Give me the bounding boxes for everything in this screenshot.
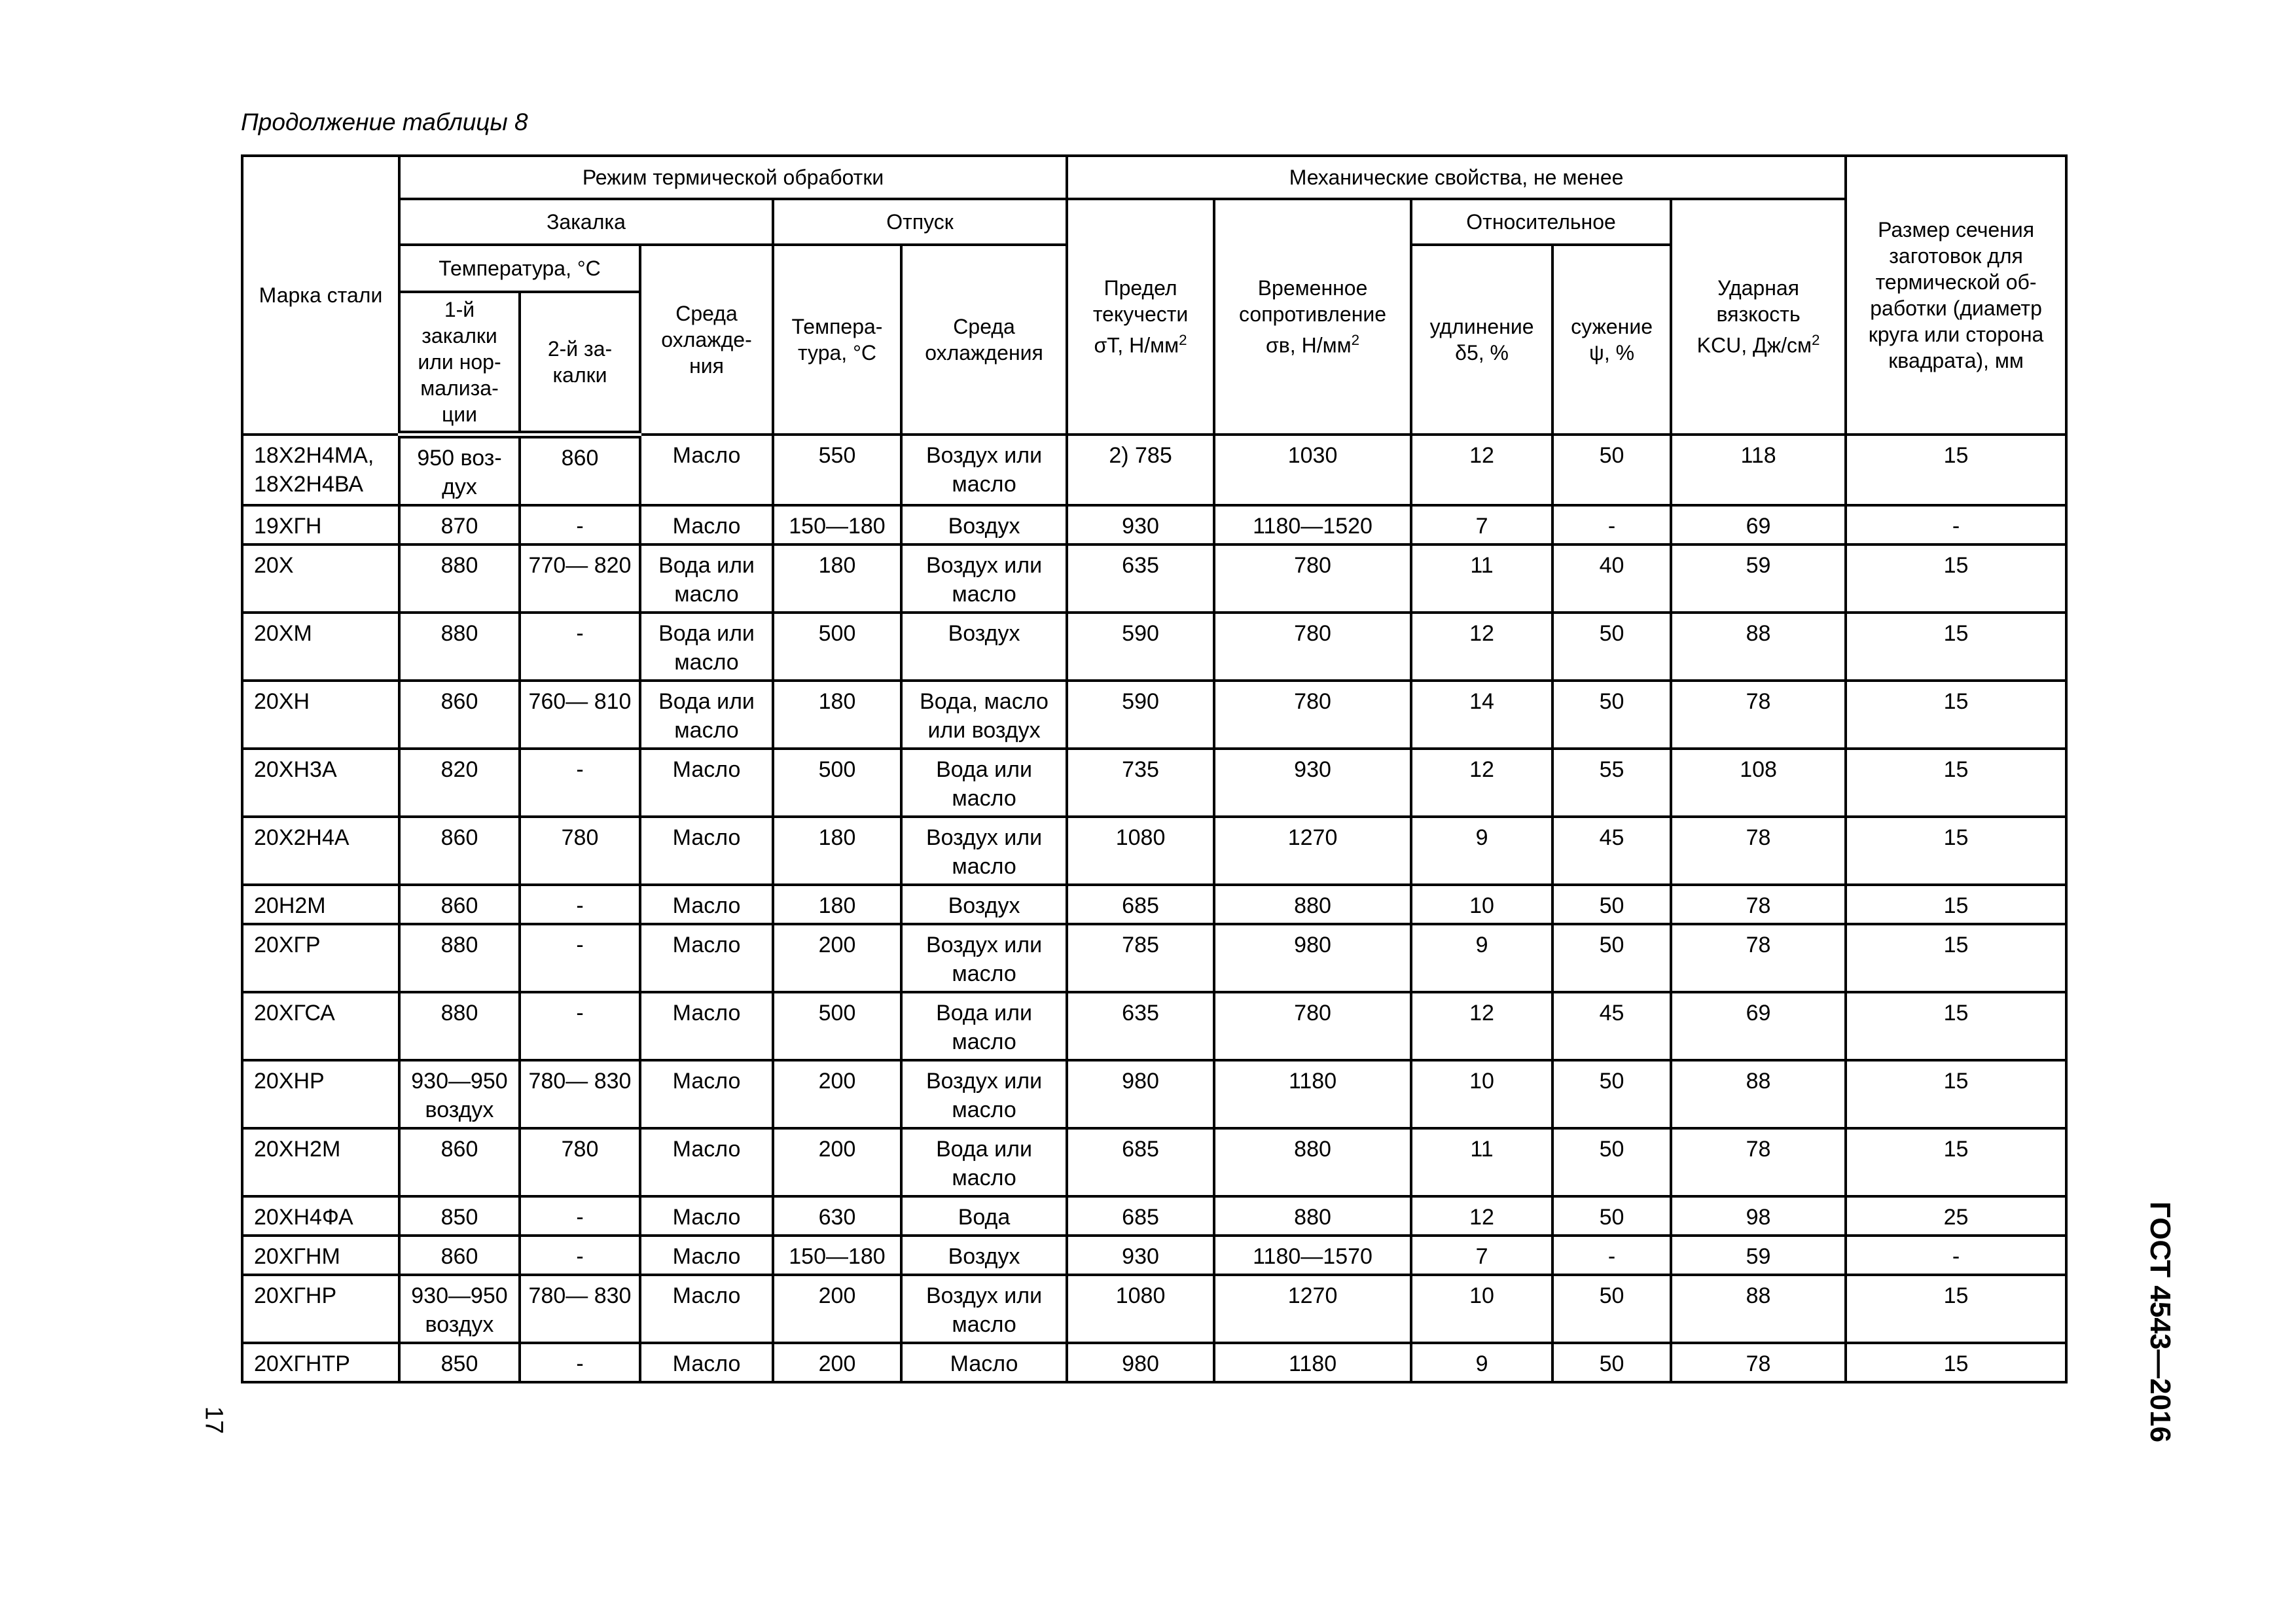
cell-second-quench: - xyxy=(520,924,640,992)
cell-yield: 930 xyxy=(1067,1236,1214,1275)
table-body xyxy=(242,435,2066,1382)
cell-size: 25 xyxy=(1846,1196,2066,1236)
cell-grade: 18Х2Н4МА, 18Х2Н4ВА xyxy=(242,435,399,505)
cell-temper-medium: Воздух или масло xyxy=(901,435,1067,505)
table-row xyxy=(242,885,2066,924)
cell-size: 15 xyxy=(1846,1275,2066,1343)
cell-temper-medium: Воздух xyxy=(901,1236,1067,1275)
cell-temper-temp: 500 xyxy=(773,992,901,1060)
cell-uts: 780 xyxy=(1214,613,1411,681)
cell-grade: 20Н2М xyxy=(242,885,399,924)
cell-second-quench: - xyxy=(520,749,640,817)
cell-impact: 78 xyxy=(1671,924,1846,992)
cell-second-quench: - xyxy=(520,505,640,544)
header-elongation: удлинение δ5, % xyxy=(1411,245,1552,435)
cell-first-quench: 930—950 воздух xyxy=(399,1275,520,1343)
cell-narrowing: 50 xyxy=(1552,1060,1671,1128)
header-quench-medium: Среда охлажде-ния xyxy=(640,245,773,435)
cell-second-quench: - xyxy=(520,1236,640,1275)
header-heat-mode: Режим термической обработки xyxy=(399,156,1067,199)
cell-quench-medium: Масло xyxy=(640,1343,773,1382)
cell-first-quench: 850 xyxy=(399,1196,520,1236)
cell-temper-temp: 180 xyxy=(773,885,901,924)
cell-size: 15 xyxy=(1846,749,2066,817)
cell-uts: 780 xyxy=(1214,544,1411,613)
cell-uts: 1030 xyxy=(1214,435,1411,505)
cell-quench-medium: Масло xyxy=(640,435,773,505)
cell-quench-medium: Вода или масло xyxy=(640,681,773,749)
cell-first-quench: 950 воз-дух xyxy=(399,435,520,505)
cell-grade: 20ХГСА xyxy=(242,992,399,1060)
cell-uts: 1180 xyxy=(1214,1060,1411,1128)
table-row xyxy=(242,1128,2066,1196)
cell-second-quench: - xyxy=(520,992,640,1060)
header-mechanical: Механические свойства, не менее xyxy=(1067,156,1846,199)
cell-impact: 118 xyxy=(1671,435,1846,505)
cell-first-quench: 870 xyxy=(399,505,520,544)
cell-first-quench: 880 xyxy=(399,992,520,1060)
header-first-quench: 1-й закалки или нор-мализа-ции xyxy=(399,292,520,435)
cell-uts: 880 xyxy=(1214,885,1411,924)
table-row xyxy=(242,1275,2066,1343)
table-row xyxy=(242,1343,2066,1382)
header-temper-medium: Среда охлаждения xyxy=(901,245,1067,435)
cell-second-quench: - xyxy=(520,613,640,681)
cell-yield: 635 xyxy=(1067,544,1214,613)
cell-temper-temp: 180 xyxy=(773,681,901,749)
header-temper-temp: Темпера-тура, °С xyxy=(773,245,901,435)
cell-narrowing: 40 xyxy=(1552,544,1671,613)
cell-temper-temp: 180 xyxy=(773,544,901,613)
cell-first-quench: 860 xyxy=(399,885,520,924)
header-narrowing: сужение ψ, % xyxy=(1552,245,1671,435)
cell-temper-temp: 150—180 xyxy=(773,1236,901,1275)
header-relative: Относительное xyxy=(1411,199,1671,245)
cell-yield: 735 xyxy=(1067,749,1214,817)
cell-temper-temp: 200 xyxy=(773,1343,901,1382)
cell-yield: 930 xyxy=(1067,505,1214,544)
cell-yield: 635 xyxy=(1067,992,1214,1060)
cell-yield: 590 xyxy=(1067,681,1214,749)
cell-quench-medium: Масло xyxy=(640,1275,773,1343)
table-row xyxy=(242,544,2066,613)
table-row xyxy=(242,1196,2066,1236)
cell-narrowing: 50 xyxy=(1552,435,1671,505)
cell-narrowing: 50 xyxy=(1552,1128,1671,1196)
cell-narrowing: 45 xyxy=(1552,817,1671,885)
cell-size: 15 xyxy=(1846,817,2066,885)
table-row xyxy=(242,1060,2066,1128)
cell-yield: 590 xyxy=(1067,613,1214,681)
cell-quench-medium: Масло xyxy=(640,1060,773,1128)
cell-uts: 780 xyxy=(1214,992,1411,1060)
header-temper: Отпуск xyxy=(773,199,1067,245)
cell-impact: 78 xyxy=(1671,1343,1846,1382)
cell-grade: 20ХН xyxy=(242,681,399,749)
cell-narrowing: 50 xyxy=(1552,1196,1671,1236)
cell-first-quench: 880 xyxy=(399,544,520,613)
cell-grade: 19ХГН xyxy=(242,505,399,544)
cell-size: 15 xyxy=(1846,885,2066,924)
cell-temper-medium: Воздух xyxy=(901,885,1067,924)
cell-quench-medium: Масло xyxy=(640,1196,773,1236)
header-grade: Марка стали xyxy=(242,156,399,435)
cell-elongation: 7 xyxy=(1411,1236,1552,1275)
cell-quench-medium: Масло xyxy=(640,924,773,992)
cell-temper-temp: 550 xyxy=(773,435,901,505)
cell-impact: 88 xyxy=(1671,1275,1846,1343)
header-uts: Временное сопротивление σв, $Н/мм^2$ xyxy=(1214,199,1411,435)
cell-impact: 88 xyxy=(1671,1060,1846,1128)
cell-narrowing: 55 xyxy=(1552,749,1671,817)
cell-second-quench: - xyxy=(520,1343,640,1382)
table-row xyxy=(242,435,2066,505)
cell-uts: 880 xyxy=(1214,1128,1411,1196)
cell-temper-medium: Воздух xyxy=(901,505,1067,544)
cell-narrowing: 45 xyxy=(1552,992,1671,1060)
cell-impact: 78 xyxy=(1671,681,1846,749)
cell-uts: 930 xyxy=(1214,749,1411,817)
cell-impact: 78 xyxy=(1671,817,1846,885)
cell-grade: 20ХН2М xyxy=(242,1128,399,1196)
cell-size: 15 xyxy=(1846,1128,2066,1196)
cell-uts: 1270 xyxy=(1214,1275,1411,1343)
cell-temper-temp: 150—180 xyxy=(773,505,901,544)
cell-first-quench: 820 xyxy=(399,749,520,817)
cell-first-quench: 860 xyxy=(399,681,520,749)
cell-second-quench: 780 xyxy=(520,1128,640,1196)
header-size: Размер сечения заготовок для термической об-работки (диаметр круга или сторона квадрата), мм xyxy=(1846,156,2066,435)
cell-narrowing: 50 xyxy=(1552,885,1671,924)
cell-elongation: 9 xyxy=(1411,924,1552,992)
header-quench-temp: Температура, °С xyxy=(399,245,640,292)
cell-impact: 69 xyxy=(1671,505,1846,544)
cell-size: - xyxy=(1846,1236,2066,1275)
cell-elongation: 12 xyxy=(1411,1196,1552,1236)
cell-temper-temp: 200 xyxy=(773,924,901,992)
header-quench: Закалка xyxy=(399,199,773,245)
header-second-quench: 2-й за-калки xyxy=(520,292,640,435)
cell-size: 15 xyxy=(1846,544,2066,613)
cell-elongation: 9 xyxy=(1411,1343,1552,1382)
cell-temper-medium: Воздух или масло xyxy=(901,1060,1067,1128)
cell-size: 15 xyxy=(1846,1343,2066,1382)
cell-quench-medium: Масло xyxy=(640,749,773,817)
cell-narrowing: 50 xyxy=(1552,924,1671,992)
table-row xyxy=(242,924,2066,992)
cell-yield: 980 xyxy=(1067,1060,1214,1128)
cell-yield: 2) 785 xyxy=(1067,435,1214,505)
cell-size: 15 xyxy=(1846,613,2066,681)
header-impact: Ударная вязкость KCU, $Дж/см^2$ xyxy=(1671,199,1846,435)
cell-second-quench: 760— 810 xyxy=(520,681,640,749)
cell-quench-medium: Вода или масло xyxy=(640,613,773,681)
cell-grade: 20Х2Н4А xyxy=(242,817,399,885)
cell-yield: 980 xyxy=(1067,1343,1214,1382)
table-caption: Продолжение таблицы 8 xyxy=(241,109,528,135)
cell-elongation: 11 xyxy=(1411,1128,1552,1196)
cell-second-quench: - xyxy=(520,885,640,924)
cell-impact: 69 xyxy=(1671,992,1846,1060)
cell-yield: 685 xyxy=(1067,1196,1214,1236)
cell-impact: 108 xyxy=(1671,749,1846,817)
cell-impact: 98 xyxy=(1671,1196,1846,1236)
cell-yield: 685 xyxy=(1067,1128,1214,1196)
cell-narrowing: - xyxy=(1552,505,1671,544)
cell-first-quench: 860 xyxy=(399,1128,520,1196)
table-row xyxy=(242,817,2066,885)
cell-first-quench: 860 xyxy=(399,1236,520,1275)
cell-quench-medium: Масло xyxy=(640,885,773,924)
cell-first-quench: 880 xyxy=(399,613,520,681)
cell-size: 15 xyxy=(1846,681,2066,749)
cell-grade: 20ХГНТР xyxy=(242,1343,399,1382)
cell-impact: 59 xyxy=(1671,1236,1846,1275)
cell-second-quench: 860 xyxy=(520,435,640,505)
cell-uts: 780 xyxy=(1214,681,1411,749)
header-yield: Предел текучести σT, $Н/мм^2$ xyxy=(1067,199,1214,435)
cell-temper-medium: Вода, масло или воздух xyxy=(901,681,1067,749)
table-row xyxy=(242,992,2066,1060)
cell-elongation: 10 xyxy=(1411,1275,1552,1343)
cell-size: 15 xyxy=(1846,924,2066,992)
cell-yield: 685 xyxy=(1067,885,1214,924)
cell-temper-medium: Воздух или масло xyxy=(901,544,1067,613)
standard-label: ГОСТ 4543—2016 xyxy=(2144,1201,2176,1443)
cell-grade: 20ХН3А xyxy=(242,749,399,817)
cell-temper-medium: Воздух или масло xyxy=(901,1275,1067,1343)
cell-narrowing: 50 xyxy=(1552,681,1671,749)
cell-grade: 20ХН4ФА xyxy=(242,1196,399,1236)
table-row xyxy=(242,749,2066,817)
cell-temper-medium: Масло xyxy=(901,1343,1067,1382)
cell-impact: 78 xyxy=(1671,885,1846,924)
cell-temper-temp: 180 xyxy=(773,817,901,885)
cell-elongation: 12 xyxy=(1411,435,1552,505)
cell-grade: 20ХГР xyxy=(242,924,399,992)
cell-size: 15 xyxy=(1846,992,2066,1060)
cell-narrowing: - xyxy=(1552,1236,1671,1275)
cell-impact: 78 xyxy=(1671,1128,1846,1196)
cell-second-quench: 770— 820 xyxy=(520,544,640,613)
cell-yield: 1080 xyxy=(1067,1275,1214,1343)
cell-grade: 20Х xyxy=(242,544,399,613)
cell-uts: 1270 xyxy=(1214,817,1411,885)
cell-second-quench: 780— 830 xyxy=(520,1060,640,1128)
cell-temper-medium: Вода или масло xyxy=(901,1128,1067,1196)
cell-first-quench: 930—950 воздух xyxy=(399,1060,520,1128)
cell-temper-temp: 200 xyxy=(773,1060,901,1128)
cell-temper-temp: 630 xyxy=(773,1196,901,1236)
cell-grade: 20ХМ xyxy=(242,613,399,681)
cell-temper-medium: Вода или масло xyxy=(901,992,1067,1060)
cell-size: 15 xyxy=(1846,1060,2066,1128)
cell-temper-temp: 500 xyxy=(773,749,901,817)
cell-first-quench: 850 xyxy=(399,1343,520,1382)
cell-elongation: 12 xyxy=(1411,992,1552,1060)
cell-temper-medium: Вода xyxy=(901,1196,1067,1236)
cell-quench-medium: Масло xyxy=(640,1128,773,1196)
cell-temper-medium: Воздух или масло xyxy=(901,817,1067,885)
cell-quench-medium: Масло xyxy=(640,817,773,885)
cell-elongation: 7 xyxy=(1411,505,1552,544)
cell-elongation: 12 xyxy=(1411,613,1552,681)
cell-uts: 1180—1520 xyxy=(1214,505,1411,544)
cell-temper-medium: Вода или масло xyxy=(901,749,1067,817)
cell-uts: 980 xyxy=(1214,924,1411,992)
table-row xyxy=(242,681,2066,749)
cell-elongation: 10 xyxy=(1411,1060,1552,1128)
cell-temper-temp: 200 xyxy=(773,1128,901,1196)
cell-grade: 20ХНР xyxy=(242,1060,399,1128)
cell-quench-medium: Масло xyxy=(640,1236,773,1275)
cell-size: - xyxy=(1846,505,2066,544)
cell-elongation: 14 xyxy=(1411,681,1552,749)
cell-yield: 785 xyxy=(1067,924,1214,992)
cell-narrowing: 50 xyxy=(1552,613,1671,681)
cell-grade: 20ХГНМ xyxy=(242,1236,399,1275)
cell-impact: 59 xyxy=(1671,544,1846,613)
table-row xyxy=(242,1236,2066,1275)
cell-temper-medium: Воздух xyxy=(901,613,1067,681)
cell-second-quench: 780 xyxy=(520,817,640,885)
table-row xyxy=(242,505,2066,544)
cell-first-quench: 880 xyxy=(399,924,520,992)
cell-narrowing: 50 xyxy=(1552,1343,1671,1382)
cell-yield: 1080 xyxy=(1067,817,1214,885)
steel-properties-table xyxy=(241,154,2068,1383)
page-number: 17 xyxy=(200,1406,228,1435)
cell-second-quench: 780— 830 xyxy=(520,1275,640,1343)
cell-elongation: 11 xyxy=(1411,544,1552,613)
cell-uts: 880 xyxy=(1214,1196,1411,1236)
cell-elongation: 12 xyxy=(1411,749,1552,817)
cell-quench-medium: Масло xyxy=(640,992,773,1060)
cell-second-quench: - xyxy=(520,1196,640,1236)
table-row xyxy=(242,613,2066,681)
cell-elongation: 10 xyxy=(1411,885,1552,924)
cell-temper-temp: 500 xyxy=(773,613,901,681)
cell-quench-medium: Вода или масло xyxy=(640,544,773,613)
cell-impact: 88 xyxy=(1671,613,1846,681)
cell-size: 15 xyxy=(1846,435,2066,505)
cell-narrowing: 50 xyxy=(1552,1275,1671,1343)
cell-first-quench: 860 xyxy=(399,817,520,885)
cell-uts: 1180 xyxy=(1214,1343,1411,1382)
cell-uts: 1180—1570 xyxy=(1214,1236,1411,1275)
cell-grade: 20ХГНР xyxy=(242,1275,399,1343)
cell-quench-medium: Масло xyxy=(640,505,773,544)
cell-temper-temp: 200 xyxy=(773,1275,901,1343)
cell-temper-medium: Воздух или масло xyxy=(901,924,1067,992)
cell-elongation: 9 xyxy=(1411,817,1552,885)
